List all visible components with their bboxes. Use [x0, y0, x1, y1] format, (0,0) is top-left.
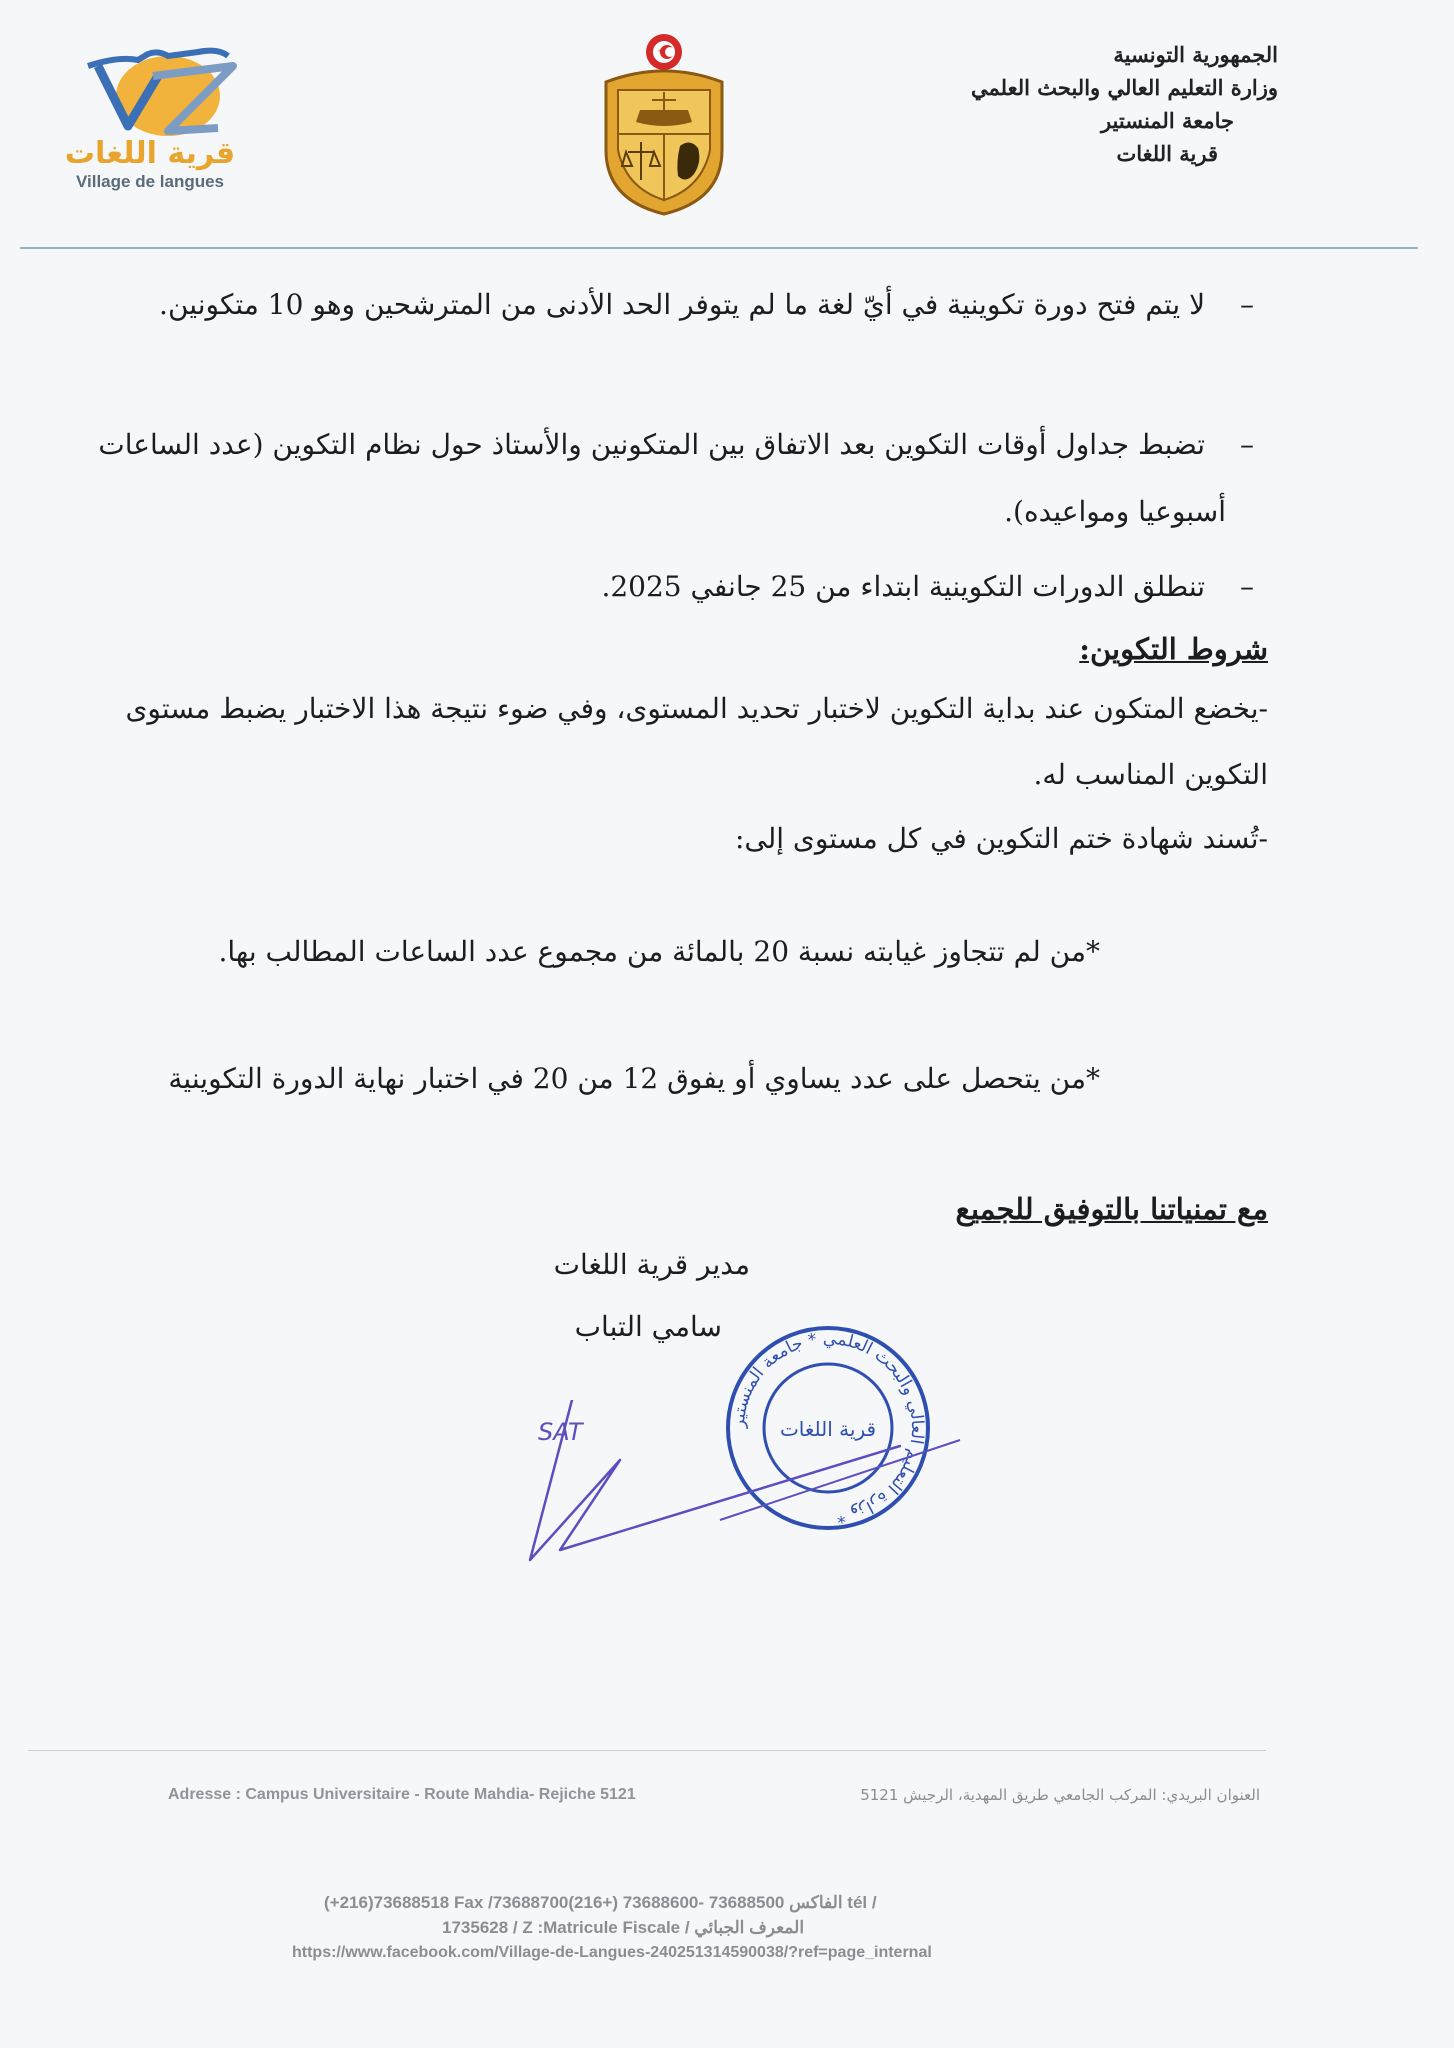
tunisia-coat-of-arms-emblem [596, 30, 732, 216]
signature-initials: SAT [538, 1418, 583, 1446]
logo-caption-arabic: قرية اللغات [64, 136, 236, 171]
condition-certificate: -تُسند شهادة ختم التكوين في كل مستوى إلى: [734, 822, 1268, 855]
condition-placement-test: -يخضع المتكون عند بداية التكوين لاختبار تحديد المستوى، وفي ضوء نتيجة هذا الاختبار يضبط مستوى [125, 692, 1268, 725]
bullet-dash: – [1240, 288, 1254, 321]
contact-phones: (+216)73688518 Fax /الفاكس 73688500 -73688600 (+216)73688700 tél / [324, 1893, 877, 1912]
criterion-attendance: *من لم تتجاوز غيابته نسبة 20 بالمائة من مجموع عدد الساعات المطالب بها. [218, 935, 1100, 968]
address-french: Adresse : Campus Universitaire - Route Mahdia- Rejiche 5121 [168, 1786, 636, 1803]
bullet-text: تنطلق الدورات التكوينية ابتداء من 25 جانفي 2025. [601, 570, 1206, 603]
header-divider [20, 247, 1418, 249]
bullet-dash: – [1240, 570, 1254, 603]
facebook-link[interactable]: https://www.facebook.com/Village-de-Langues-240251314590038/?ref=page_internal [292, 1944, 932, 1961]
republic-name: الجمهورية التونسية [1113, 42, 1278, 67]
university-name: جامعة المنستير [1100, 108, 1234, 133]
stamp-ring-text: وزارة التعليم العالي والبحث العلمي * جامعة المنستير * [728, 1328, 928, 1527]
bullet-text: لا يتم فتح دورة تكوينية في أيّ لغة ما لم يتوفر الحد الأدنى من المترشحين وهو 10 متكونين. [159, 288, 1206, 321]
ministry-name: وزارة التعليم العالي والبحث العلمي [971, 75, 1278, 100]
bullet-text: تضبط جداول أوقات التكوين بعد الاتفاق بين المتكونين والأستاذ حول نظام التكوين (عدد الساعات [98, 428, 1206, 461]
logo-caption-french: Village de langues [75, 172, 225, 191]
address-arabic: العنوان البريدي: المركب الجامعي طريق المهدية، الرجيش 5121 [860, 1786, 1260, 1804]
bullet-minimum-participants [154, 288, 1254, 321]
institute-name: قرية اللغات [1116, 141, 1218, 166]
closing-wishes: مع تمنياتنا بالتوفيق للجميع [955, 1192, 1268, 1226]
stamp-center-text: قرية اللغات [779, 1417, 877, 1441]
criterion-final-exam: *من يتحصل على عدد يساوي أو يفوق 12 من 20 في اختبار نهاية الدورة التكوينية [168, 1062, 1100, 1095]
institution-header [838, 38, 1278, 170]
tax-id: 1735628 / Z :Matricule Fiscale / المعرف الجبائي [442, 1918, 805, 1937]
footer-divider [28, 1750, 1266, 1751]
bullet-dash: – [1240, 428, 1254, 461]
bullet-start-date [154, 570, 1254, 603]
bullet-schedule [54, 428, 1254, 461]
condition-placement-test-continued: التكوين المناسب له. [1033, 758, 1268, 791]
handwritten-signature [520, 1400, 980, 1580]
director-name: سامي التباب [574, 1310, 722, 1343]
director-title: مدير قرية اللغات [553, 1248, 750, 1281]
conditions-heading: شروط التكوين: [1079, 632, 1268, 666]
bullet-schedule-continued: أسبوعيا ومواعيده). [1004, 495, 1226, 528]
